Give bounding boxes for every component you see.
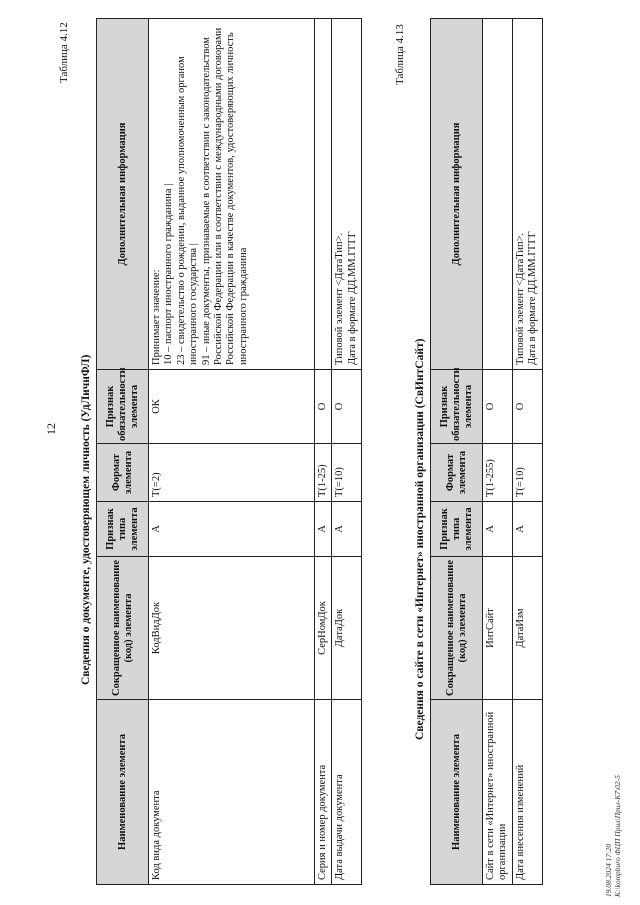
table-title-2: Сведения о сайте в сети «Интернет» иностранной организации (СвИнтСайт) [414,338,426,740]
footer-date: 19.08.2024 17:20 [604,843,613,897]
cell-type: А [483,502,513,557]
cell-type: А [513,502,543,557]
header-cell: Признак обязательности элемента [97,370,149,444]
table-title-1: Сведения о документе, удостоверяющем личность (УдЛичнФЛ) [80,354,92,685]
header-cell: Формат элемента [97,444,149,502]
header-cell: Признак типа элемента [97,502,149,557]
cell-info [315,19,332,370]
table-row [149,19,315,885]
table-caption-1: Таблица 4.12 [58,22,70,83]
cell-code: ДатаИзм [513,557,543,700]
header-cell: Наименование элемента [97,700,149,885]
cell-code: СерНомДок [315,557,332,700]
cell-type: А [149,502,315,557]
cell-format: T(1-25) [315,444,332,502]
table-row [513,19,543,885]
page-number: 12 [44,423,58,435]
cell-format: T(1-255) [483,444,513,502]
table-header-row [97,19,149,885]
cell-format: T(=10) [513,444,543,502]
header-cell: Сокращенное наименование (код) элемента [97,557,149,700]
header-cell: Наименование элемента [431,700,483,885]
header-cell: Дополнительная информация [97,19,149,370]
table-caption-2: Таблица 4.13 [394,24,406,85]
cell-type: А [315,502,332,557]
footer-stamp [604,775,622,897]
table-row [483,19,513,885]
header-cell: Формат элемента [431,444,483,502]
cell-info: Типовой элемент <ДатаТип>. Дата в формате ДД.ММ.ГГГГ [332,19,362,370]
header-cell: Признак обязательности элемента [431,370,483,444]
footer-path: К:\kompburo ФЦП Прил\Прил-К7\02-5 [613,775,622,897]
cell-info: Принимает значение: 10 – паспорт иностранного гражданина | 23 – свидетельство о рождении, выданное уполномоченным органом иностранного государства | 91 – иные документы, признаваемые в соответствии с законодательством Российской Федерации или в соответствии с международными договорами Российской Федерации в качестве документов, удостоверяющих личность иностранного гражданина [149,19,315,370]
cell-name: Дата выдачи документа [332,700,362,885]
cell-format: T(=10) [332,444,362,502]
header-cell: Дополнительная информация [431,19,483,370]
cell-required: ОК [149,370,315,444]
cell-name: Серия и номер документа [315,700,332,885]
table-row [332,19,362,885]
cell-required: О [483,370,513,444]
cell-code: ДатаДок [332,557,362,700]
table-4-12 [96,18,362,885]
table-4-13 [430,18,543,885]
cell-name: Код вида документа [149,700,315,885]
header-cell: Сокращенное наименование (код) элемента [431,557,483,700]
cell-code: ИнтСайт [483,557,513,700]
cell-type: А [332,502,362,557]
cell-required: О [513,370,543,444]
cell-name: Дата внесения изменений [513,700,543,885]
table-header-row [431,19,483,885]
cell-format: T(=2) [149,444,315,502]
cell-info: Типовой элемент <ДатаТип>. Дата в формате ДД.ММ.ГГГГ [513,19,543,370]
cell-required: О [332,370,362,444]
header-cell: Признак типа элемента [431,502,483,557]
table-row [315,19,332,885]
cell-required: О [315,370,332,444]
cell-info [483,19,513,370]
cell-code: КодВидДок [149,557,315,700]
cell-name: Сайт в сети «Интернет» иностранной организации [483,700,513,885]
